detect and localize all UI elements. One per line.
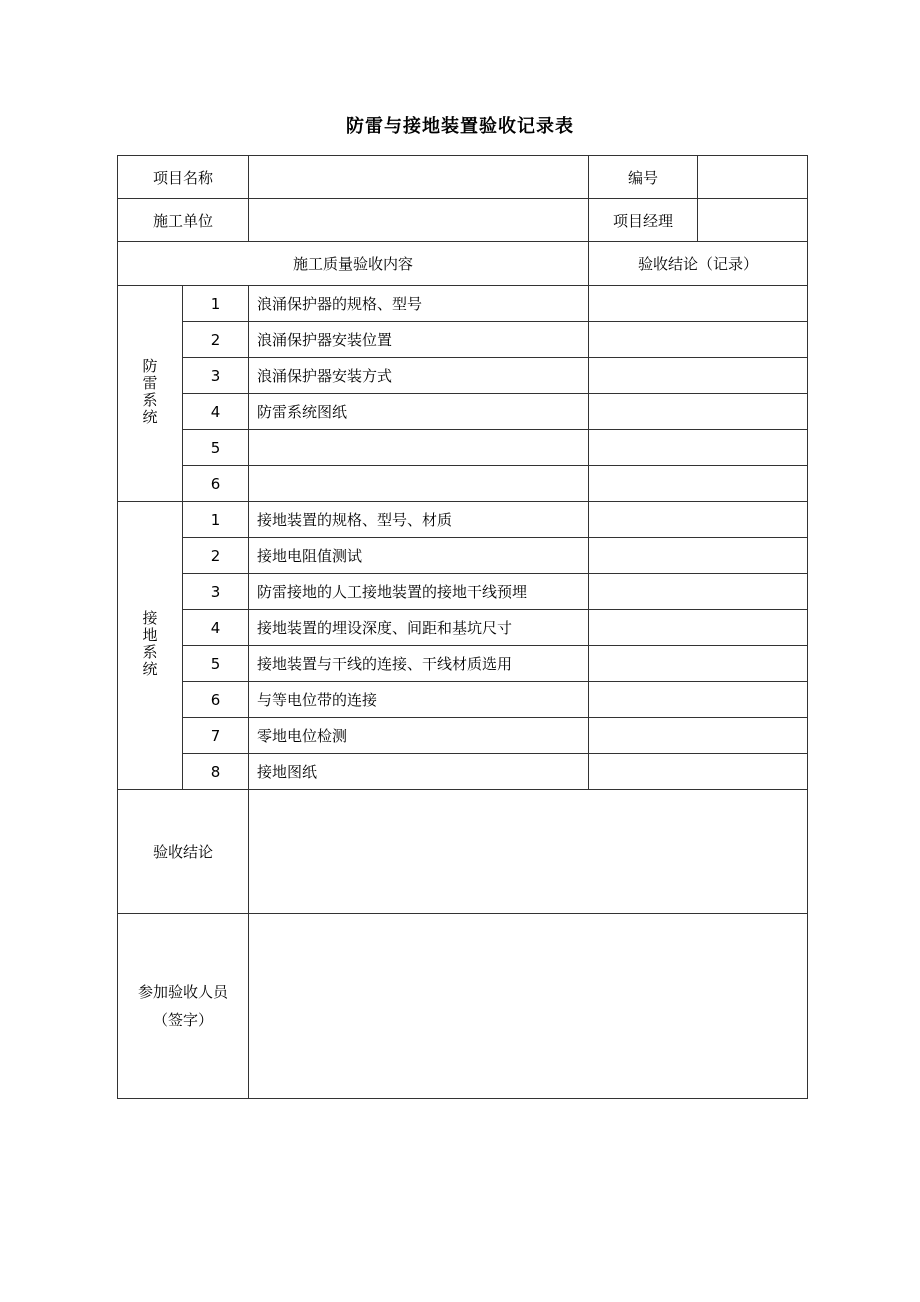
participants-label xyxy=(118,914,249,1099)
participants-row xyxy=(118,914,808,1099)
row-result-field[interactable] xyxy=(589,538,808,574)
row-result-field[interactable] xyxy=(589,466,808,502)
participants-label-line1: 参加验收人员 xyxy=(138,983,229,1001)
row-result-field[interactable] xyxy=(589,754,808,790)
row-item: 零地电位检测 xyxy=(249,718,589,754)
table-row xyxy=(118,682,808,718)
lightning-section-text: 防雷系统 xyxy=(140,357,159,426)
row-result-field[interactable] xyxy=(589,358,808,394)
row-item: 浪涌保护器的规格、型号 xyxy=(249,286,589,322)
row-result-field[interactable] xyxy=(589,286,808,322)
row-number: 5 xyxy=(183,646,249,682)
table-row xyxy=(118,646,808,682)
row-number: 6 xyxy=(183,682,249,718)
row-item: 接地装置的规格、型号、材质 xyxy=(249,502,589,538)
row-number: 6 xyxy=(183,466,249,502)
table-row xyxy=(118,754,808,790)
project-name-row xyxy=(118,156,808,199)
table-row xyxy=(118,322,808,358)
row-number: 3 xyxy=(183,358,249,394)
row-item: 防雷系统图纸 xyxy=(249,394,589,430)
row-number: 1 xyxy=(183,502,249,538)
table-row xyxy=(118,430,808,466)
number-label: 编号 xyxy=(589,156,698,199)
row-number: 4 xyxy=(183,394,249,430)
row-result-field[interactable] xyxy=(589,394,808,430)
row-result-field[interactable] xyxy=(589,682,808,718)
row-item: 浪涌保护器安装方式 xyxy=(249,358,589,394)
contractor-field[interactable] xyxy=(249,199,589,242)
table-row xyxy=(118,538,808,574)
grounding-section-text: 接地系统 xyxy=(140,609,159,678)
row-number: 8 xyxy=(183,754,249,790)
row-item: 接地装置与干线的连接、干线材质选用 xyxy=(249,646,589,682)
lightning-section-label xyxy=(118,286,183,502)
contractor-label: 施工单位 xyxy=(118,199,249,242)
row-result-field[interactable] xyxy=(589,502,808,538)
project-name-label: 项目名称 xyxy=(118,156,249,199)
table-row xyxy=(118,574,808,610)
row-result-field[interactable] xyxy=(589,646,808,682)
row-item: 接地图纸 xyxy=(249,754,589,790)
row-number: 2 xyxy=(183,322,249,358)
conclusion-label: 验收结论 xyxy=(118,790,249,914)
contractor-row xyxy=(118,199,808,242)
row-item[interactable] xyxy=(249,430,589,466)
row-item: 接地电阻值测试 xyxy=(249,538,589,574)
row-number: 2 xyxy=(183,538,249,574)
conclusion-row xyxy=(118,790,808,914)
table-row xyxy=(118,718,808,754)
row-result-field[interactable] xyxy=(589,610,808,646)
row-number: 5 xyxy=(183,430,249,466)
column-header-row xyxy=(118,242,808,286)
conclusion-column-header: 验收结论（记录） xyxy=(589,242,808,286)
participants-signature-field[interactable] xyxy=(249,914,808,1099)
row-result-field[interactable] xyxy=(589,322,808,358)
row-number: 7 xyxy=(183,718,249,754)
table-row xyxy=(118,394,808,430)
manager-field[interactable] xyxy=(698,199,808,242)
row-item: 浪涌保护器安装位置 xyxy=(249,322,589,358)
row-number: 3 xyxy=(183,574,249,610)
table-row xyxy=(118,610,808,646)
project-name-field[interactable] xyxy=(249,156,589,199)
number-field[interactable] xyxy=(698,156,808,199)
row-result-field[interactable] xyxy=(589,430,808,466)
grounding-section-label xyxy=(118,502,183,790)
manager-label: 项目经理 xyxy=(589,199,698,242)
inspection-form-table xyxy=(117,155,808,1099)
table-row xyxy=(118,466,808,502)
row-result-field[interactable] xyxy=(589,574,808,610)
row-item: 与等电位带的连接 xyxy=(249,682,589,718)
table-row xyxy=(118,502,808,538)
row-item: 接地装置的埋设深度、间距和基坑尺寸 xyxy=(249,610,589,646)
row-result-field[interactable] xyxy=(589,718,808,754)
table-row xyxy=(118,358,808,394)
content-column-header: 施工质量验收内容 xyxy=(118,242,589,286)
row-item[interactable] xyxy=(249,466,589,502)
row-number: 4 xyxy=(183,610,249,646)
table-row xyxy=(118,286,808,322)
row-item: 防雷接地的人工接地装置的接地干线预埋 xyxy=(249,574,589,610)
row-number: 1 xyxy=(183,286,249,322)
form-title: 防雷与接地装置验收记录表 xyxy=(346,116,574,137)
participants-label-line2: （签字） xyxy=(153,1011,214,1029)
conclusion-field[interactable] xyxy=(249,790,808,914)
